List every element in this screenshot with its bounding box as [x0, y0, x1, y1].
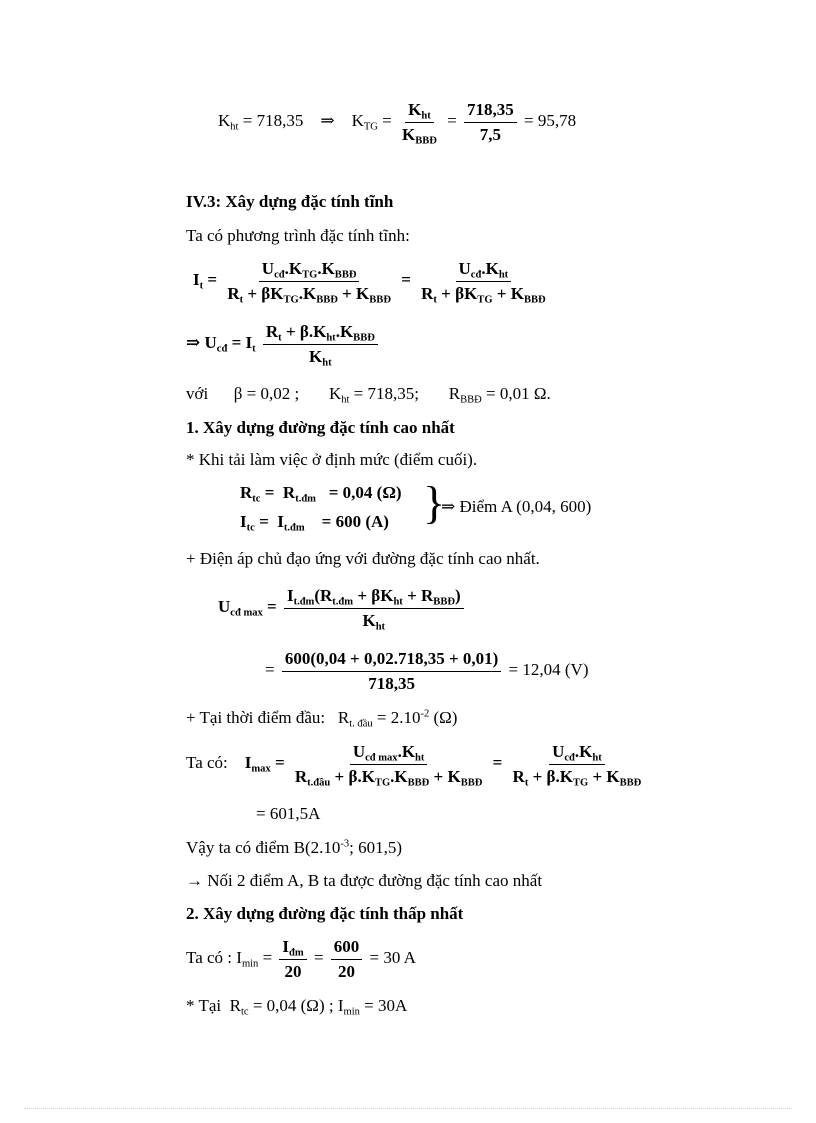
point-a-result: ⇒ Điểm A (0,04, 600): [441, 497, 592, 516]
note-rated-load: * Khi tải làm việc ở định mức (điểm cuối).: [186, 450, 478, 469]
equation-ucd-max: $U_{cđ max}$ = $\frac{I_{t.đm}(R_{t.đm} + \beta K_{ht} + R_{BBĐ})}{K_{ht}}$: [218, 586, 467, 630]
equation-it: $I_t$ = $\frac{U_{cđ}.K_{TG}.K_{BBĐ}}{R_t + \beta K_{TG}.K_{BBĐ} + K_{BBĐ}}$ = $\frac{U_{cđ}.K_{ht}}{R_t + \beta K_{TG} + K_{BBĐ}}$: [193, 259, 546, 306]
connect-points-line: → Nối 2 điểm A, B ta được đường đặc tính cao nhất: [186, 871, 543, 890]
heading-highest-curve: 1. Xây dựng đường đặc tính cao nhất: [186, 418, 455, 437]
system-i-row: $I_{tc} = I_{t.đm}$ = 600 (A): [240, 512, 389, 534]
point-b-line: Vậy ta có điểm $B(2.10^{-3}$; 601,5): [186, 838, 403, 857]
equation-imin: Ta có : $I_{min}$ = $\frac{I_{đm}}{20}$ = $\frac{600}{20}$ = 30 A: [186, 937, 416, 981]
heading-lowest-curve: 2. Xây dựng đường đặc tính thấp nhất: [186, 904, 464, 923]
note-control-voltage: + Điện áp chủ đạo ứng với đường đặc tính cao nhất.: [186, 549, 540, 568]
right-brace: }: [423, 477, 446, 528]
section-heading: IV.3: Xây dựng đặc tính tĩnh: [186, 192, 394, 211]
equation-imax: Ta có: $I_{max}$ = $\frac{U_{cđ max}.K_{ht}}{R_{t.đầu} + \beta.K_{TG}.K_{BBĐ} + K_{BBĐ}}$ = $\frac{U_{cđ}.K_{ht}}{R_t + \beta.K_{TG} + K_{BBĐ}}$: [186, 742, 642, 789]
intro-text: Ta có phương trình đặc tính tĩnh:: [186, 226, 410, 245]
system-r-row: $R_{tc} = R_{t.đm} = 0,04$ (Ω): [240, 483, 402, 505]
parameters-line: với β = 0,02 ; $K_{ht} = 718,35$; $R_{BBĐ} = 0,01$ Ω.: [186, 384, 551, 406]
footer-divider: [24, 1108, 792, 1109]
note-initial-moment: + Tại thời điểm đầu: $R_{t. đầu} = 2.10^{-2}$ (Ω): [186, 708, 458, 730]
final-condition-line: * Tại $R_{tc} = 0,04$ (Ω) ; $I_{min} = 30A$: [186, 996, 408, 1018]
imax-result: = 601,5A: [256, 804, 321, 823]
equation-ucd: ⇒ $U_{cđ} = I_t$ $\frac{R_t + \beta.K_{ht}.K_{BBĐ}}{K_{ht}}$: [186, 322, 381, 366]
formula-ktg: $K_{ht} = 718,35$ ⇒ $K_{TG}$ = $\frac{K_{ht}}{K_{BBĐ}}$ = $\frac{718,35}{7,5}$ = 95,78: [218, 100, 577, 147]
equation-ucd-max-value: = $\frac{600(0,04 + 0,02.718,35 + 0,01)}{718,35}$ = 12,04 (V): [265, 649, 589, 693]
